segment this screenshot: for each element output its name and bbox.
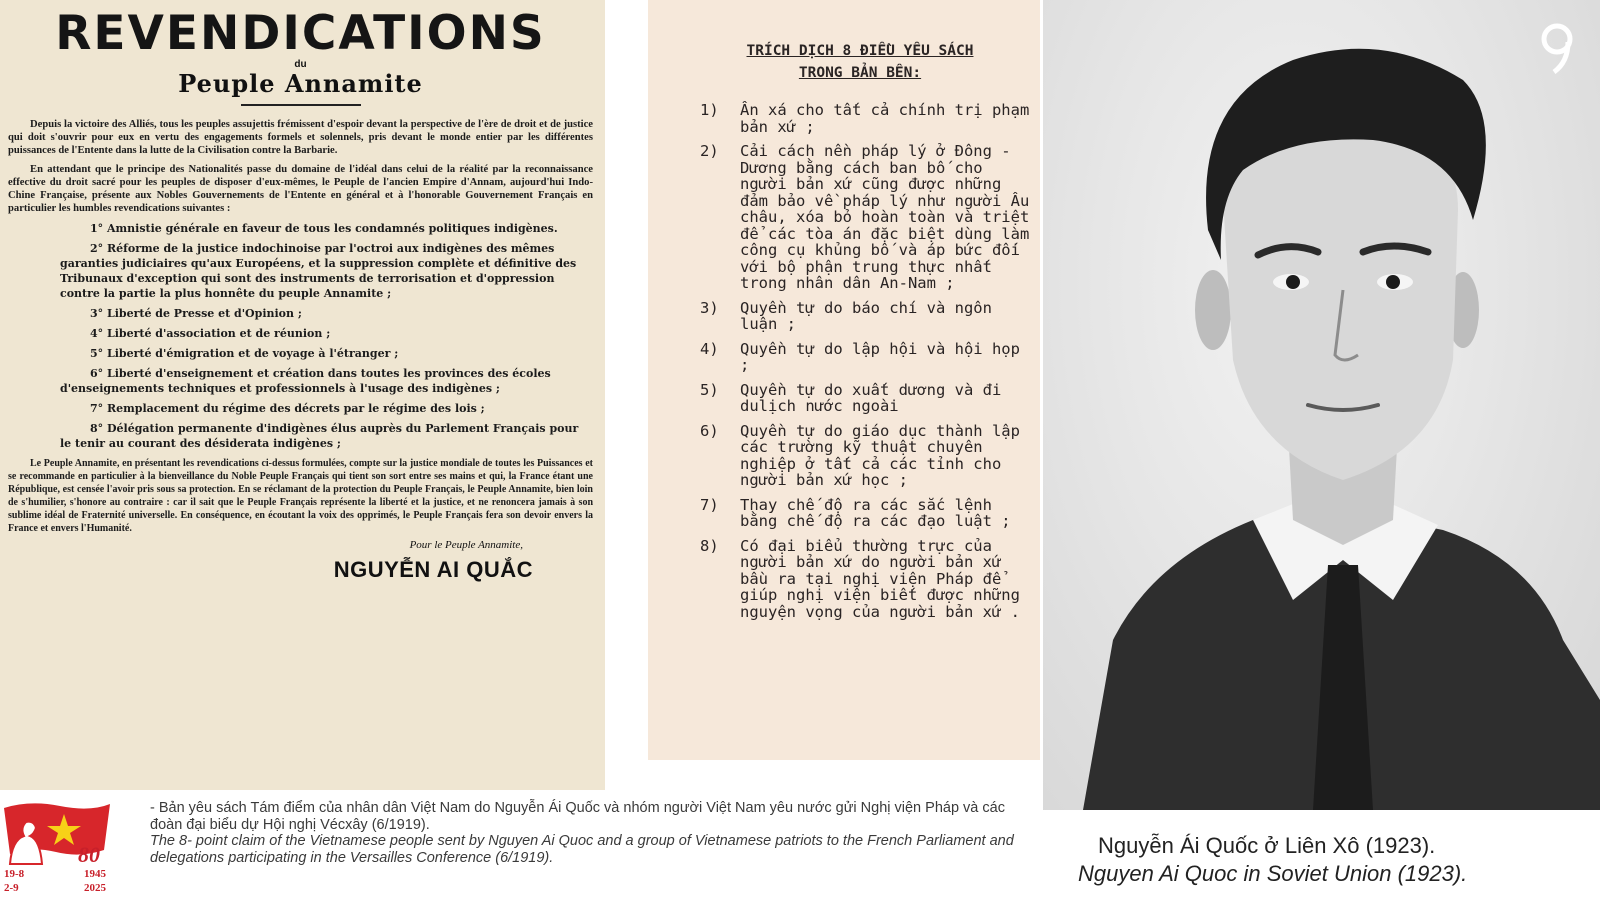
- item-number: 5): [700, 380, 719, 399]
- list-item: [700, 423, 1030, 489]
- vietnamese-translation-document: [648, 0, 1040, 760]
- french-claim: 7° Remplacement du régime des décrets par le régime des lois ;: [90, 402, 485, 415]
- anniversary-date-2: 2-9: [4, 882, 19, 894]
- french-claim: 4° Liberté d'association et de réunion ;: [90, 327, 331, 340]
- portrait-illustration: [1043, 0, 1600, 810]
- french-du: du: [294, 59, 307, 70]
- brand-watermark-icon: [1538, 22, 1576, 74]
- list-item: [700, 382, 1030, 415]
- list-item: [700, 102, 1030, 135]
- item-number: 2): [700, 142, 719, 160]
- item-text: Ân xá cho tất cả chính trị phạm bản xứ ;: [740, 101, 1030, 136]
- anniversary-number: 80: [78, 842, 100, 867]
- item-number: 8): [700, 536, 719, 555]
- title-divider: [241, 104, 361, 106]
- document-caption: [150, 800, 1030, 866]
- item-text: Quyền tự do lập hội và hội họp ;: [740, 339, 1020, 374]
- french-claim: 2° Réforme de la justice indochinoise par l'octroi aux indigènes des mêmes garanties judiciaires qu'aux Européens, et la suppression complète et définitive des Tribunaux d'exception qui sont des instruments de terrorisation et d'oppression contre la partie la plus honnête du peuple Annamite ;: [60, 242, 577, 300]
- translation-heading-line2: TRONG BẢN BÊN:: [798, 65, 922, 81]
- item-text: Thay chế độ ra các sắc lệnh bằng chế độ ra các đạo luật ;: [740, 495, 1011, 530]
- item-text: Quyền tự do xuất dương và đi dulịch nước ngoài: [740, 380, 1002, 415]
- signature-prefix: Pour le Peuple Annamite,: [409, 539, 523, 551]
- anniversary-logo: [0, 800, 118, 898]
- item-number: 6): [700, 421, 719, 440]
- caption-english: The 8- point claim of the Vietnamese people sent by Nguyen Ai Quoc and a group of Vietnamese patriots to the French Parliament and delegations participating in the Versailles Conference (6/1919).: [150, 833, 1014, 866]
- anniversary-year-2: 2025: [84, 882, 106, 894]
- french-claim: 1° Amnistie générale en faveur de tous les condamnés politiques indigènes.: [90, 222, 558, 235]
- signature: NGUYỄN AI QUẮC: [333, 557, 533, 582]
- item-text: Quyền tự do giáo dục thành lập các trường kỹ thuật chuyên nghiệp ở tất cả các tỉnh cho người bản xứ học ;: [740, 421, 1020, 489]
- list-item: [700, 538, 1030, 621]
- translation-list: [700, 102, 1030, 620]
- french-claim: 3° Liberté de Presse et d'Opinion ;: [90, 307, 302, 320]
- item-text: Cải cách nền pháp lý ở Đông - Dương bằng cách ban bố cho người bản xứ cũng được những đảm bảo về pháp lý như người Âu châu, xóa bỏ hoàn toàn và triệt để các tòa án đặc biệt dùng làm công cụ khủng bố và áp bức đối với bộ phận trung thực nhất trong nhân dân An-Nam ;: [740, 142, 1030, 292]
- anniversary-year-1: 1945: [84, 868, 106, 880]
- translation-heading: [690, 40, 1030, 84]
- anniversary-date-1: 19-8: [4, 868, 25, 880]
- item-number: 1): [700, 101, 719, 119]
- list-item: [700, 143, 1030, 292]
- item-number: 7): [700, 495, 719, 514]
- french-claim: 8° Délégation permanente d'indigènes élus auprès du Parlement Français pour le tenir au courant des désiderata indigènes ;: [60, 422, 579, 450]
- list-item: [700, 300, 1030, 333]
- portrait-caption-english: Nguyen Ai Quoc in Soviet Union (1923).: [1078, 861, 1468, 886]
- closing-paragraph: Le Peuple Annamite, en présentant les revendications ci-dessus formulées, compte sur la justice mondiale de toutes les Puissances et se recommande en particulier à la bienveillance du Noble Peuple Français qui tient son sort entre ses mains et qui, la France étant une République, est censée l'avoir pris sous sa protection. En se réclamant de la protection du Peuple Français, le Peuple Annamite, bien loin de s'humilier, s'honore au contraire : car il sait que le Peuple Français représente la liberté et la justice, et ne renoncera jamais à son sublime idéal de Fraternité universelle. En conséquence, en écoutant la voix des opprimés, le Peuple Français fera son devoir envers la France et envers l'Humanité.: [8, 458, 593, 534]
- list-item: [700, 341, 1030, 374]
- item-text: Quyền tự do báo chí và ngôn luận ;: [740, 298, 992, 333]
- french-title: REVENDICATIONS: [55, 6, 546, 61]
- list-item: [700, 497, 1030, 530]
- caption-vietnamese: - Bản yêu sách Tám điểm của nhân dân Việt Nam do Nguyễn Ái Quốc và nhóm người Việt Nam yêu nước gửi Nghị viện Pháp và các đoàn đại biểu dự Hội nghị Vécxây (6/1919).: [150, 800, 1005, 833]
- french-claim: 6° Liberté d'enseignement et création dans toutes les provinces des écoles d'enseignements techniques et professionnels à l'usage des indigènes ;: [60, 367, 551, 395]
- french-subtitle: Peuple Annamite: [178, 69, 423, 98]
- french-claim: 5° Liberté d'émigration et de voyage à l'étranger ;: [90, 347, 399, 360]
- portrait-caption: [1043, 832, 1600, 888]
- intro-paragraph: En attendant que le principe des Nationalités passe du domaine de l'idéal dans celui de la réalité par la reconnaissance effective du droit sacré pour les peuples de disposer d'eux-mêmes, le Peuple de l'ancien Empire d'Annam, aujourd'hui Indo-Chine Française, présente aux Nobles Gouvernements de l'Entente en général et à l'honorable Gouvernement Français en particulier les humbles revendications suivantes :: [8, 164, 593, 214]
- portrait-photo: [1043, 0, 1600, 810]
- item-text: Có đại biểu thường trực của người bản xứ do người bản xứ bầu ra tại nghị viện Pháp để giúp nghị viện biết được những nguyện vọng của người bản xứ .: [740, 536, 1020, 621]
- item-number: 4): [700, 339, 719, 358]
- intro-paragraph: Depuis la victoire des Alliés, tous les peuples assujettis frémissent d'espoir devant la perspective de l'ère de droit et de justice qui doit s'ouvrir pour eux en vertu des engagements formels et solennels, pris devant le monde entier par les différentes puissances de l'Entente dans la lutte de la Civilisation contre la Barbarie.: [8, 119, 593, 156]
- item-number: 3): [700, 298, 719, 317]
- anniversary-flag-icon: [0, 800, 118, 870]
- french-petition-document: [0, 0, 605, 790]
- portrait-caption-vietnamese: Nguyễn Ái Quốc ở Liên Xô (1923).: [1098, 833, 1436, 858]
- translation-heading-line1: TRÍCH DỊCH 8 ĐIỀU YÊU SÁCH: [746, 43, 974, 59]
